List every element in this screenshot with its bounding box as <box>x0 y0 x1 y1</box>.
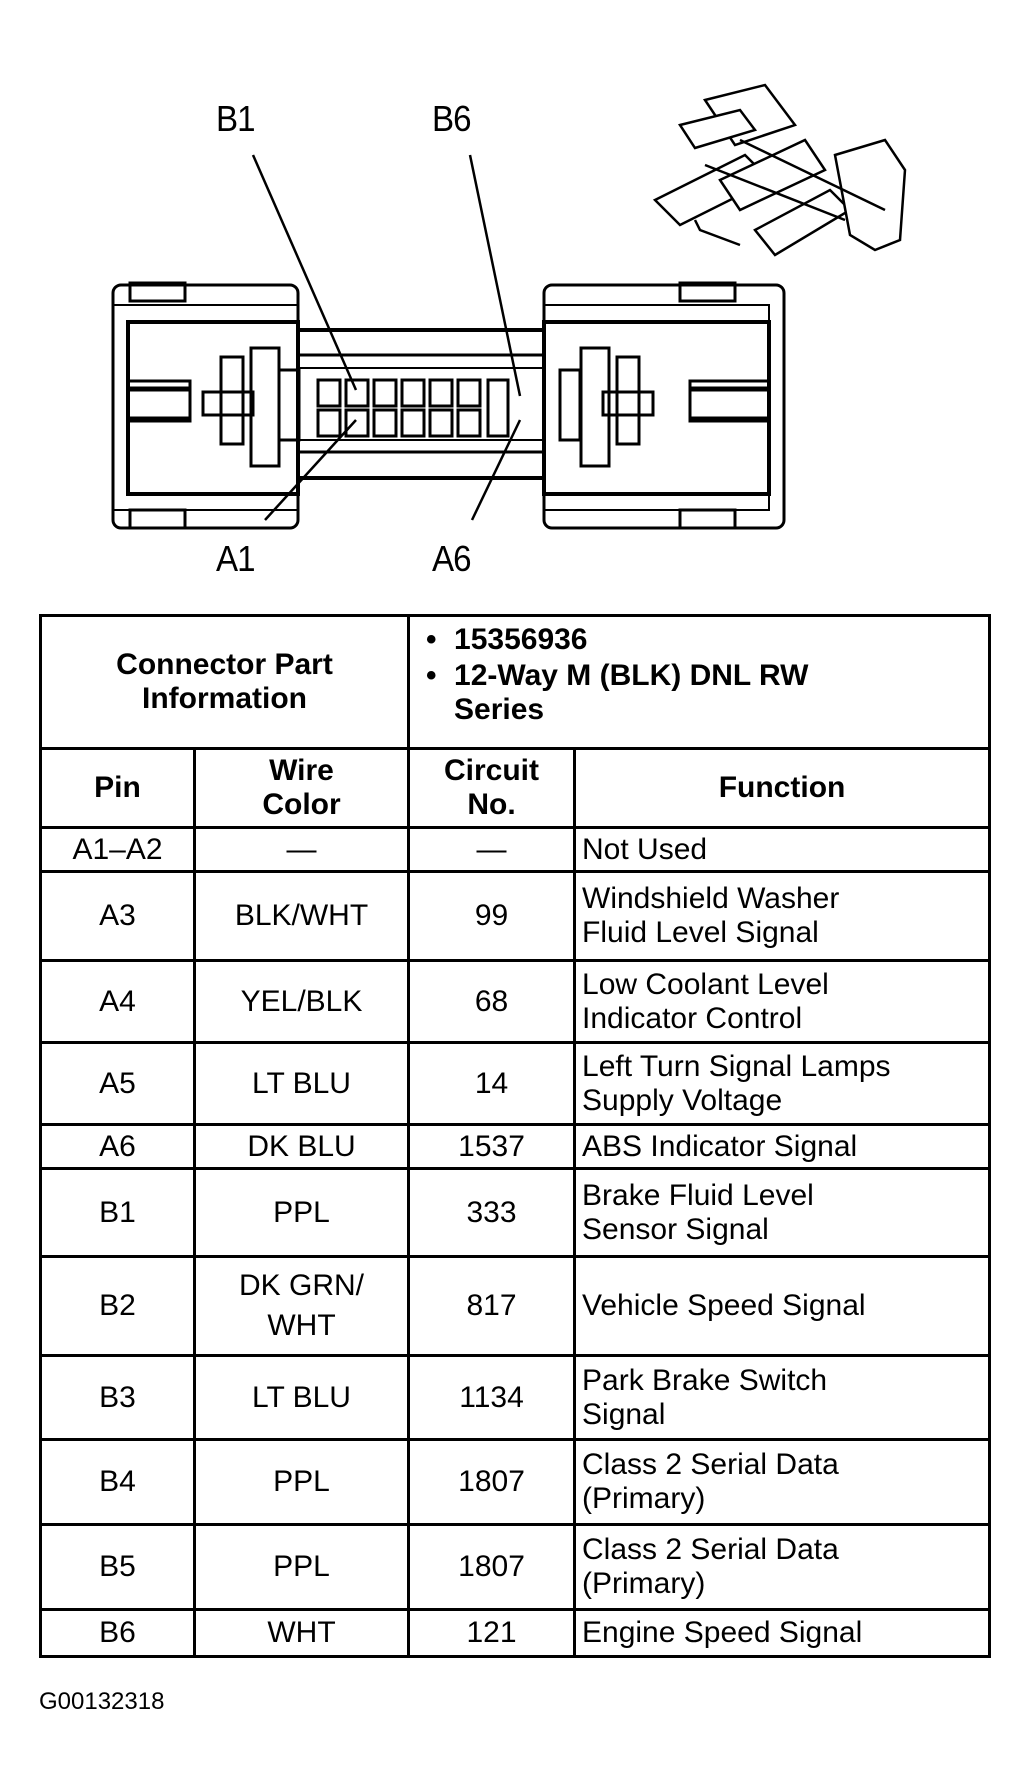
table-row <box>41 872 990 961</box>
table-row <box>41 828 990 872</box>
header-pin: Pin <box>41 749 195 828</box>
connector-isometric-icon <box>645 70 925 280</box>
pin-cell: B3 <box>41 1356 195 1440</box>
wire-color-cell: WHT <box>195 1610 409 1657</box>
table-row <box>41 1610 990 1657</box>
circuit-cell: 14 <box>409 1043 575 1125</box>
table-row <box>41 1125 990 1169</box>
circuit-cell: 1807 <box>409 1525 575 1610</box>
header-circuit-no: Circuit No. <box>409 749 575 828</box>
figure-id: G00132318 <box>39 1688 165 1715</box>
wire-color-cell: DK GRN/ WHT <box>195 1257 409 1356</box>
pin-cell: A6 <box>41 1125 195 1169</box>
table-row <box>41 1525 990 1610</box>
circuit-cell: 1134 <box>409 1356 575 1440</box>
connector-info-label: Connector Part Information <box>41 616 409 749</box>
table-row <box>41 1440 990 1525</box>
circuit-cell: — <box>409 828 575 872</box>
part-number: • 15356936 <box>454 623 982 657</box>
wire-color-cell: YEL/BLK <box>195 961 409 1043</box>
wire-color-cell: PPL <box>195 1525 409 1610</box>
function-cell: Class 2 Serial Data (Primary) <box>575 1525 990 1610</box>
function-cell: Windshield Washer Fluid Level Signal <box>575 872 990 961</box>
pin-label-a1: A1 <box>216 538 255 579</box>
pin-cell: A4 <box>41 961 195 1043</box>
connector-info-row <box>41 616 990 749</box>
header-wire-color: Wire Color <box>195 749 409 828</box>
function-cell: Park Brake Switch Signal <box>575 1356 990 1440</box>
function-cell: Low Coolant Level Indicator Control <box>575 961 990 1043</box>
function-cell: ABS Indicator Signal <box>575 1125 990 1169</box>
circuit-cell: 333 <box>409 1169 575 1257</box>
wire-color-cell: PPL <box>195 1440 409 1525</box>
pin-label-a6: A6 <box>432 538 471 579</box>
pin-cell: A3 <box>41 872 195 961</box>
header-function: Function <box>575 749 990 828</box>
function-cell: Engine Speed Signal <box>575 1610 990 1657</box>
circuit-cell: 817 <box>409 1257 575 1356</box>
function-cell: Brake Fluid Level Sensor Signal <box>575 1169 990 1257</box>
wire-color-cell: PPL <box>195 1169 409 1257</box>
wire-color-cell: — <box>195 828 409 872</box>
wire-color-cell: DK BLU <box>195 1125 409 1169</box>
pin-cell: A5 <box>41 1043 195 1125</box>
table-row <box>41 1169 990 1257</box>
circuit-cell: 68 <box>409 961 575 1043</box>
circuit-cell: 121 <box>409 1610 575 1657</box>
circuit-cell: 1807 <box>409 1440 575 1525</box>
wire-color-cell: BLK/WHT <box>195 872 409 961</box>
pin-cell: A1–A2 <box>41 828 195 872</box>
circuit-cell: 1537 <box>409 1125 575 1169</box>
wire-color-cell: LT BLU <box>195 1356 409 1440</box>
function-cell: Vehicle Speed Signal <box>575 1257 990 1356</box>
pin-cell: B6 <box>41 1610 195 1657</box>
connector-info-values <box>409 616 990 749</box>
pin-cell: B5 <box>41 1525 195 1610</box>
connector-diagram <box>0 0 1029 600</box>
function-cell: Not Used <box>575 828 990 872</box>
circuit-cell: 99 <box>409 872 575 961</box>
function-cell: Class 2 Serial Data (Primary) <box>575 1440 990 1525</box>
pin-label-b6: B6 <box>432 98 471 139</box>
function-cell: Left Turn Signal Lamps Supply Voltage <box>575 1043 990 1125</box>
connector-pinout-table <box>39 614 991 1658</box>
pin-cell: B2 <box>41 1257 195 1356</box>
pin-label-b1: B1 <box>216 98 255 139</box>
connector-description: • 12-Way M (BLK) DNL RW Series <box>454 659 982 727</box>
table-row <box>41 1356 990 1440</box>
column-header-row <box>41 749 990 828</box>
table-row <box>41 1043 990 1125</box>
pin-cell: B4 <box>41 1440 195 1525</box>
table-row <box>41 961 990 1043</box>
table-row <box>41 1257 990 1356</box>
pin-cell: B1 <box>41 1169 195 1257</box>
wire-color-cell: LT BLU <box>195 1043 409 1125</box>
